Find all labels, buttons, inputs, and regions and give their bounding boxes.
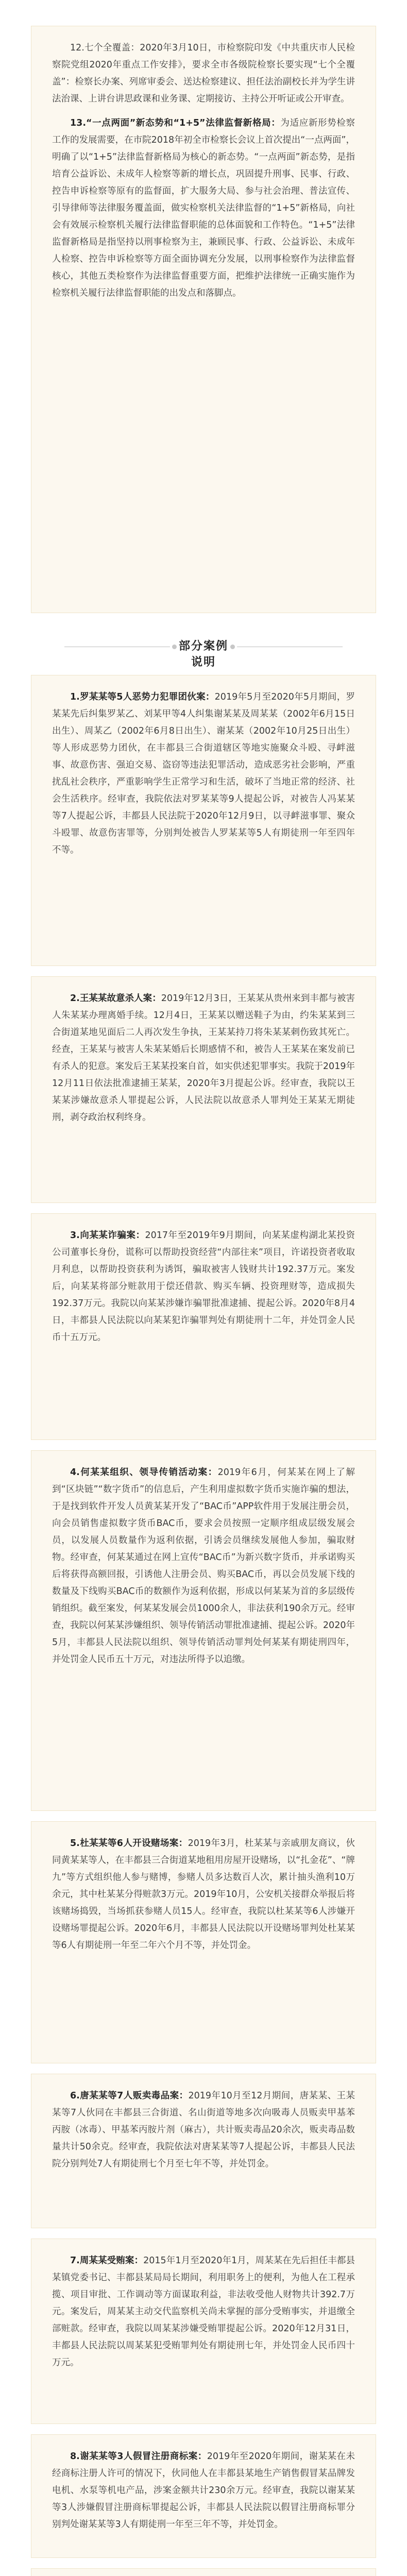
heading-dot-left-icon xyxy=(172,645,177,649)
case-title: 8.谢某某等3人假冒注册商标案： xyxy=(70,2451,207,2462)
case-paragraph xyxy=(52,1835,355,1954)
case-card-5 xyxy=(31,1821,376,2063)
case-paragraph xyxy=(52,990,355,1126)
case-title: 2.王某某故意杀人案： xyxy=(70,993,161,1004)
case-card-1 xyxy=(31,675,376,966)
case-paragraph xyxy=(52,1227,355,1346)
case-title: 7.周某某受贿案： xyxy=(70,2256,144,2266)
case-body: 2019年5月至2020年5月期间，罗某某先后纠集罗某乙、刘某甲等4人纠集谢某某及周某某（2002年6月15日出生）、周某乙（2002年6月8日出生）、谢某某（2002年10月25日出生）等人形成恶势力团伙，在丰都县三合街道辖区等地实施聚众斗殴、寻衅滋事、故意伤害、强迫交易、盗窃等违法犯罪活动，造成恶劣社会影响，严重扰乱社会秩序，严重影响学生正常学习和生活，破坏了当地正常的经济、社会生活秩序。经审查，我院依法对罗某某等9人提起公诉，对被告人冯某某等7人提起公诉，丰都县人民法院于2020年12月9日，以寻衅滋事罪、聚众斗殴罪、故意伤害罪等，分别判处被告人罗某某等5人有期徒刑一年至四年不等。 xyxy=(52,692,355,855)
intro-lead: 13.“一点两面”新态势和“1+5”法律监督新格局： xyxy=(70,118,281,128)
case-paragraph xyxy=(52,2252,355,2371)
case-title: 4.何某某组织、领导传销活动案： xyxy=(70,1467,218,1478)
case-card-9 xyxy=(31,2568,376,2576)
case-title: 3.向某某诈骗案： xyxy=(70,1230,145,1241)
section-heading xyxy=(0,631,407,669)
case-paragraph xyxy=(52,1464,355,1668)
case-paragraph xyxy=(52,2448,355,2533)
intro-paragraph-2 xyxy=(52,115,355,302)
case-card-3 xyxy=(31,1213,376,1440)
case-body: 2017年至2019年9月期间，向某某虚构湖北某投资公司董事长身份，谎称可以帮助投资经营“内部往来”项目，许诺投资者收取月利息，以帮助投资获利为诱饵，骗取被害人钱财共计192.37万元。案发后，向某某将部分赃款用于偿还借款、购买车辆、投资理财等，造成损失192.37万元。我院以向某某涉嫌诈骗罪批准逮捕、提起公诉。2020年8月4日，丰都县人民法院以向某某犯诈骗罪判处有期徒刑十二年，并处罚金人民币十五万元。 xyxy=(52,1230,355,1343)
case-body: 2019年10月至12月期间，唐某某、王某某等7人伙同在丰都县三合街道、名山街道等地多次向吸毒人员贩卖甲基苯丙胺（冰毒）、甲基苯丙胺片剂（麻古），共计贩卖毒品20余次，贩卖毒品数量共计50余克。经审查，我院依法对唐某某等7人提起公诉，丰都县人民法院分别判处7人有期徒刑七个月至七年不等，并处罚金。 xyxy=(52,2091,355,2169)
case-card-6 xyxy=(31,2074,376,2228)
case-paragraph xyxy=(52,2088,355,2173)
section-title: 部分案例说明 xyxy=(178,640,228,669)
case-title: 5.杜某某等6人开设赌场案： xyxy=(70,1838,188,1849)
case-title: 6.唐某某等7人贩卖毒品案： xyxy=(70,2091,189,2101)
intro-card xyxy=(31,26,376,613)
case-card-2 xyxy=(31,976,376,1203)
case-paragraph xyxy=(52,689,355,859)
heading-dot-right-icon xyxy=(230,645,235,649)
case-body: 2015年1月至2020年1月，周某某在先后担任丰都县某镇党委书记、丰都县某局局长期间，利用职务上的便利，为他人在工程承揽、项目审批、工作调动等方面谋取利益，非法收受他人财物共计392.7万元。案发后，周某某主动交代监察机关尚未掌握的部分受贿事实，并退缴全部赃款。经审查，我院以周某某涉嫌受贿罪提起公诉。2020年12月31日，丰都县人民法院以周某某犯受贿罪判处有期徒刑七年，并处罚金人民币四十万元。 xyxy=(52,2256,355,2368)
case-card-8 xyxy=(31,2434,376,2558)
case-body: 2019年12月3日，王某某从贵州来到丰都与被害人朱某某办理离婚手续。12月4日，王某某以赠送鞋子为由，约朱某某到三合街道某地见面后二人再次发生争执，王某某持刀将朱某某刺伤致其死亡。经查，王某某与被害人朱某某婚后长期感情不和，被告人王某某在案发前已有杀人的犯意。案发后王某某投案自首，如实供述犯罪事实。我院于2019年12月11日依法批准逮捕王某某，2020年3月提起公诉。经审查，我院以王某某涉嫌故意杀人罪提起公诉，人民法院以故意杀人罪判处王某某无期徒刑，剥夺政治权利终身。 xyxy=(52,993,355,1123)
case-body: 2019年3月，杜某某与亲戚朋友商议，伙同黄某某等人，在丰都县三合街道某地租用房屋开设赌场，以“扎金花”、“牌九”等方式组织他人参与赌博，参赌人员多达数百人次，累计抽头渔利10万余元，其中杜某某分得赃款3万元。2019年10月，公安机关接群众举报后将该赌场捣毁，当场抓获参赌人员15人。经审查，我院以杜某某等6人涉嫌开设赌场罪提起公诉。2020年6月，丰都县人民法院以开设赌场罪判处杜某某等6人有期徒刑一年至二年六个月不等，并处罚金。 xyxy=(52,1838,355,1951)
case-card-7 xyxy=(31,2239,376,2424)
case-card-4 xyxy=(31,1450,376,1811)
case-body: 2019年至2020年期间，谢某某在未经商标注册人许可的情况下，伙同他人在丰都县某地生产销售假冒某品牌发电机、水泵等机电产品，涉案金额共计230余万元。经审查，我院以谢某某等3人涉嫌假冒注册商标罪提起公诉，丰都县人民法院以假冒注册商标罪分别判处谢某某等3人有期徒刑一年至三年不等，并处罚金。 xyxy=(52,2451,355,2530)
intro-paragraph-1: 12.七个全覆盖：2020年3月10日，市检察院印发《中共重庆市人民检察院党组2020年重点工作安排》，要求全市各级院检察长要实现“七个全覆盖”：检察长办案、列席审委会、送达检察建议、担任法治副校长并为学生讲法治课、上讲台讲思政课和业务课、定期接访、主持公开听证或公开审查。 xyxy=(52,43,355,104)
case-title: 1.罗某某等5人恶势力犯罪团伙案： xyxy=(70,692,215,702)
intro-paragraph-2-body: 为适应新形势检察工作的发展需要，在市院2018年初全市检察长会议上首次提出“一点两面”，明确了以“1+5”法律监督新格局为核心的新态势。“一点两面”新态势，是指培育公益诉讼、未成年人检察等新的增长点，巩固提升刑事、民事、行政、控告申诉检察等原有的监督面，扩大服务大局、参与社会治理、普法宣传、引导律师等法律服务覆盖面，做实检察机关法律监督的“1+5”新格局，向社会有效展示检察机关履行法律监督职能的总体面貌和工作特色。“1+5”法律监督新格局是指坚持以刑事检察为主，兼顾民事、行政、公益诉讼、未成年人检察、控告申诉检察等方面全面协调充分发展，以刑事检察作为法律监督核心，其他五类检察作为法律监督重要方面，把维护法律统一正确实施作为检察机关履行法律监督职能的出发点和落脚点。 xyxy=(52,118,355,298)
case-body: 2019年6月，何某某在网上了解到“区块链”“数字货币”的信息后，产生利用虚拟数字货币实施诈骗的想法，于是找到软件开发人员黄某某开发了“BAC币”APP软件用于发展注册会员，向会员销售虚拟数字货币BAC币，要求会员按照一定顺序组成层级发展会员，以发展人员数量作为返利依据，引诱会员继续发展他人参加，骗取财物。经审查，何某某通过在网上宣传“BAC币”为新兴数字货币，并承诺购买后将获得高额回报，引诱他人注册会员、购买BAC币，再以会员发展下线的数量及下线购买BAC币的数额作为返利依据，形成以何某某为首的多层级传销组织。截至案发，何某某发展会员1000余人，非法获利190余万元。经审查，我院以何某某涉嫌组织、领导传销活动罪批准逮捕、提起公诉。2020年5月，丰都县人民法院以组织、领导传销活动罪判处何某某有期徒刑四年，并处罚金人民币五十万元，对违法所得予以追缴。 xyxy=(52,1467,355,1665)
